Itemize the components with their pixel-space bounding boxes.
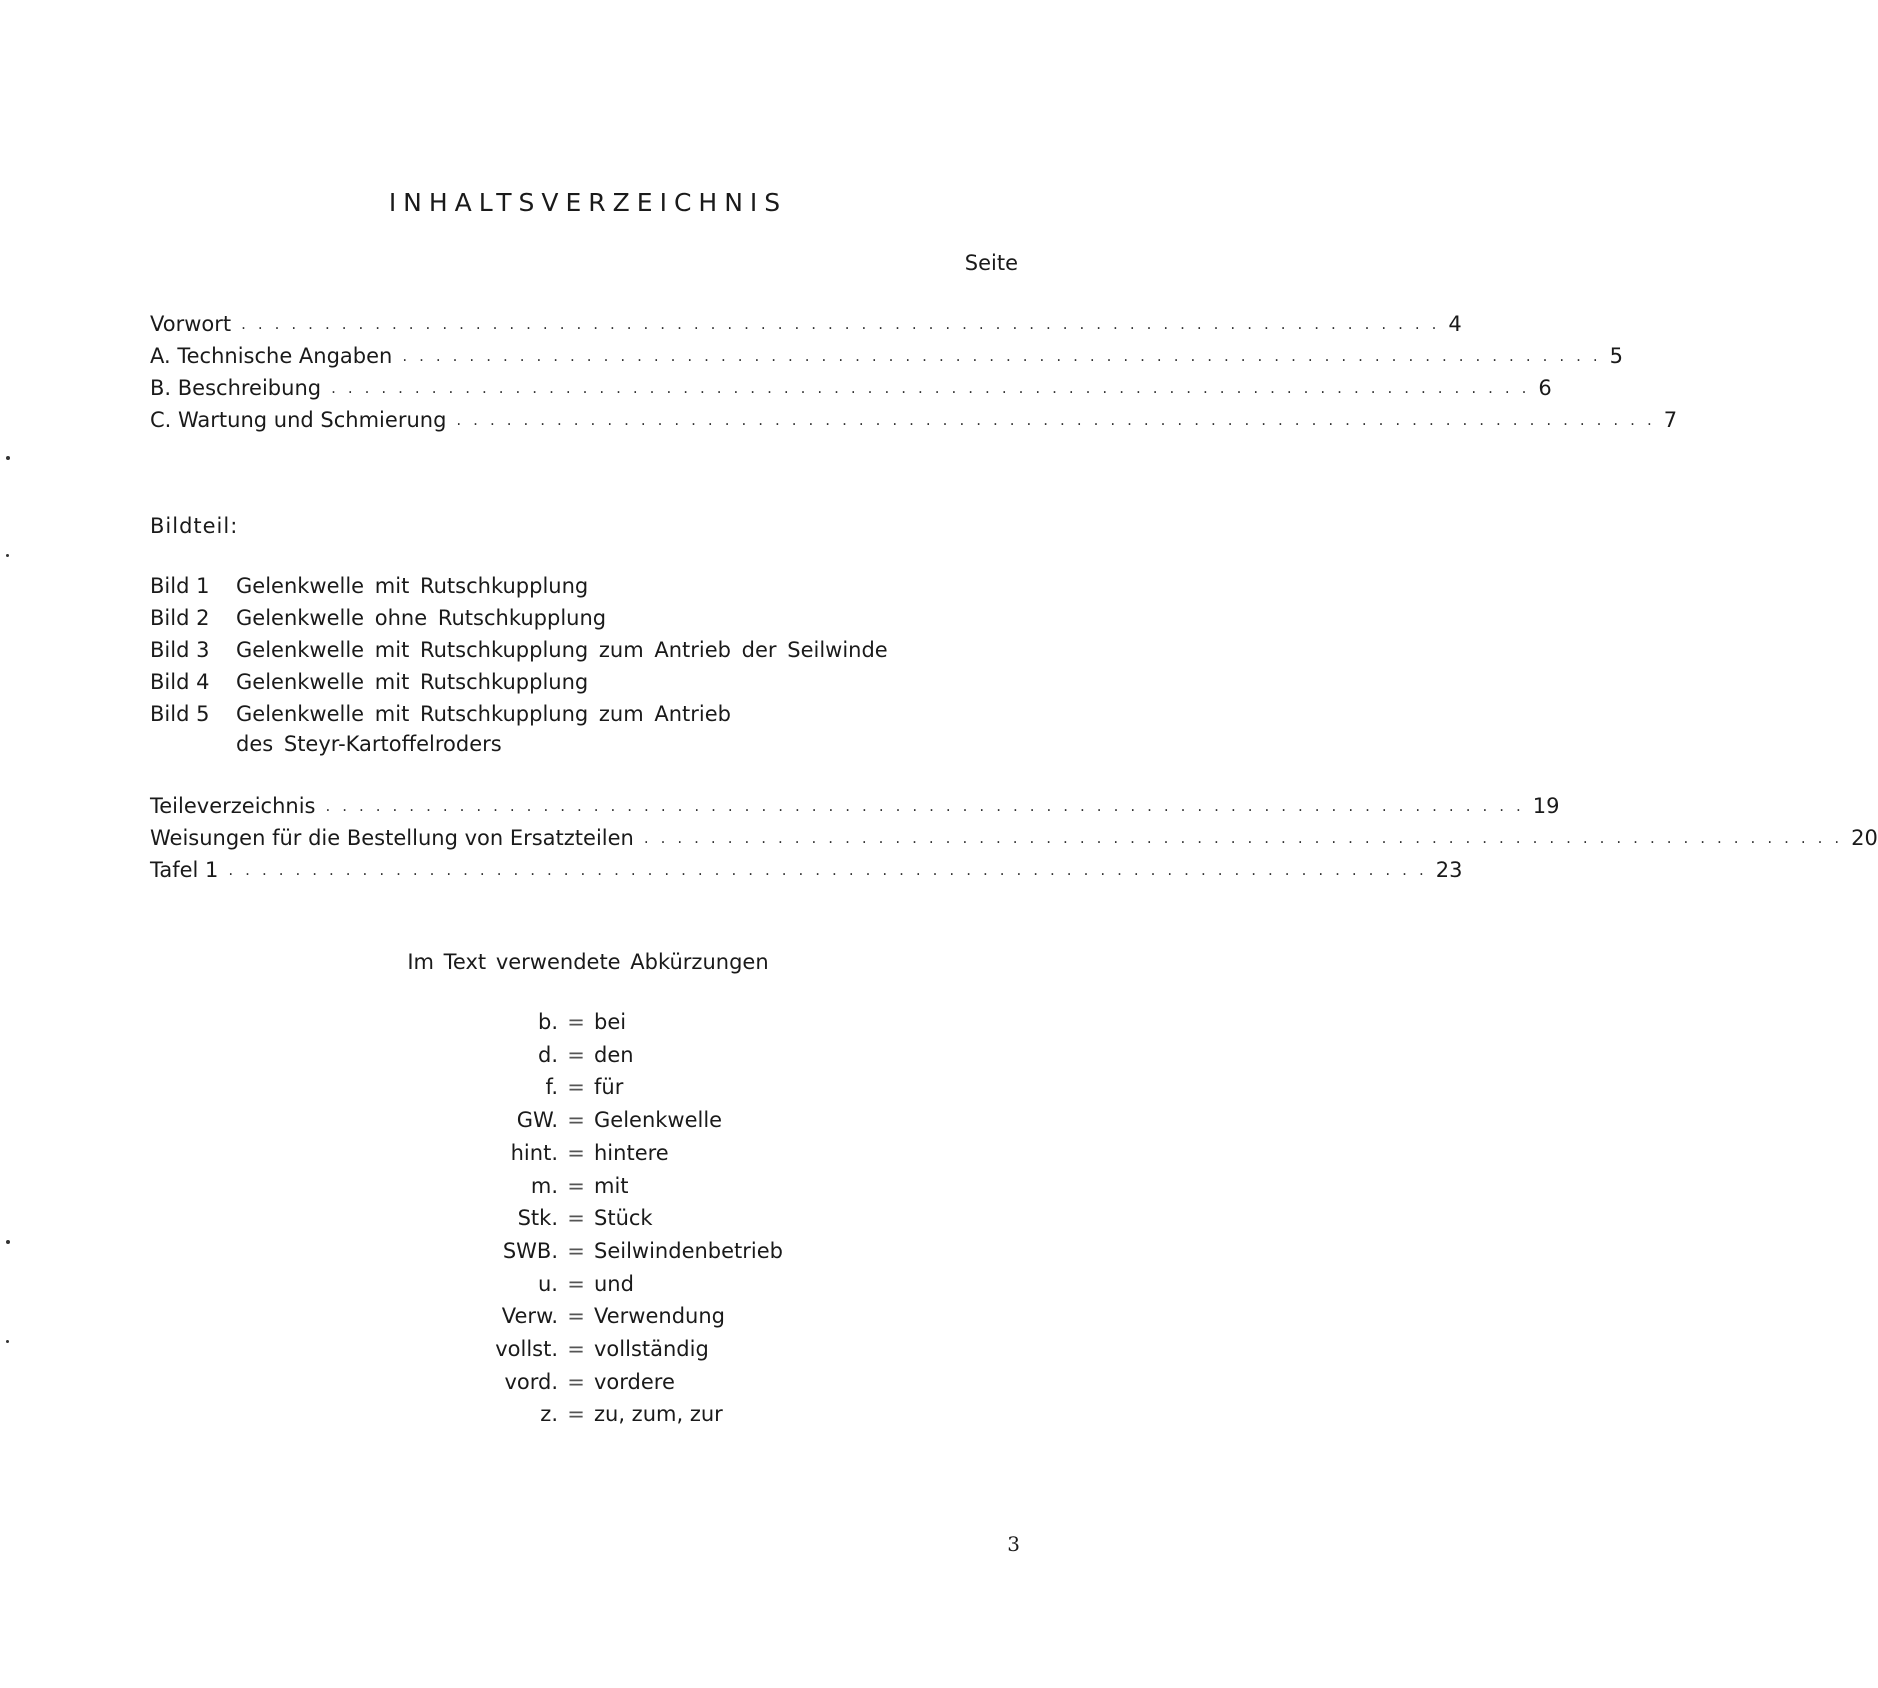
abbreviation-meaning: zu, zum, zur	[594, 1402, 723, 1426]
toc-entry-label: Tafel 1	[150, 856, 228, 884]
abbreviation-meaning: Seilwindenbetrieb	[594, 1239, 783, 1263]
toc-leader-dots: ........................................................................	[643, 829, 1852, 847]
equals-sign: =	[567, 1043, 585, 1067]
equals-sign: =	[567, 1337, 585, 1361]
abbreviation-meaning: Verwendung	[594, 1304, 725, 1328]
bild-number: Bild 1	[150, 574, 210, 598]
abbreviation: b.	[537, 1010, 558, 1034]
abbreviation: vord.	[504, 1370, 558, 1394]
abbreviation: d.	[537, 1043, 558, 1067]
abbreviation: Stk.	[517, 1206, 558, 1230]
abbreviation-row	[380, 1400, 880, 1432]
bild-caption: Gelenkwelle mit Rutschkupplung zum Antrieb	[236, 702, 732, 726]
equals-sign: =	[567, 1402, 585, 1426]
abbreviation: GW.	[516, 1108, 558, 1132]
toc-entry-page: 6	[1538, 376, 1552, 400]
toc-entry-label: Vorwort	[150, 310, 241, 338]
abbreviation-meaning: für	[594, 1075, 624, 1099]
bild-entry	[150, 700, 956, 728]
toc-leader-dots: ........................................................................	[402, 347, 1610, 365]
abbreviation-row	[380, 1335, 880, 1367]
equals-sign: =	[567, 1141, 585, 1165]
equals-sign: =	[567, 1174, 585, 1198]
page-column-label: Seite	[964, 251, 1018, 275]
scan-speck	[6, 456, 10, 460]
page-title: INHALTSVERZEICHNIS	[388, 188, 788, 217]
equals-sign: =	[567, 1272, 585, 1296]
abbreviation: vollst.	[495, 1337, 558, 1361]
equals-sign: =	[567, 1304, 585, 1328]
toc-entry-page: 4	[1448, 312, 1462, 336]
equals-sign: =	[567, 1075, 585, 1099]
bildteil-heading: Bildteil:	[150, 514, 239, 538]
abbreviation-row	[380, 1368, 880, 1400]
abbreviation-row	[380, 1270, 880, 1302]
toc-leader-dots: ........................................................................	[331, 379, 1539, 397]
abbreviation-row	[380, 1172, 880, 1204]
bild-caption-continuation: des Steyr-Kartoffelroders	[236, 732, 502, 756]
toc-entry-page: 5	[1609, 344, 1624, 368]
toc-entry-page: 7	[1663, 408, 1678, 432]
abbreviation-row	[380, 1073, 880, 1105]
bild-caption: Gelenkwelle mit Rutschkupplung	[236, 670, 589, 694]
toc-entry[interactable]	[150, 370, 1552, 402]
abbreviation: m.	[530, 1174, 558, 1198]
abbreviation-row	[380, 1106, 880, 1138]
toc-entry-label: A. Technische Angaben	[150, 342, 402, 370]
toc-entry-label: B. Beschreibung	[150, 374, 331, 402]
toc-entry-page: 19	[1532, 794, 1560, 818]
toc-entry[interactable]	[150, 852, 1463, 884]
abbreviation-meaning: hintere	[594, 1141, 669, 1165]
abbreviation-meaning: bei	[594, 1010, 627, 1034]
abbreviation-meaning: Gelenkwelle	[594, 1108, 723, 1132]
abbreviation-row	[380, 1139, 880, 1171]
bild-entry	[150, 668, 956, 696]
equals-sign: =	[567, 1370, 585, 1394]
equals-sign: =	[567, 1010, 585, 1034]
abbreviation: z.	[540, 1402, 558, 1426]
abbreviation: hint.	[510, 1141, 558, 1165]
toc-entry-page: 20	[1851, 826, 1878, 850]
toc-entry-label: Teileverzeichnis	[150, 792, 325, 820]
abbreviation-meaning: und	[594, 1272, 634, 1296]
toc-entry-page: 23	[1435, 858, 1463, 882]
bild-number: Bild 2	[150, 606, 210, 630]
toc-leader-dots: ........................................................................	[228, 861, 1436, 879]
abbreviations-heading: Im Text verwendete Abkürzungen	[407, 950, 769, 974]
bild-number: Bild 5	[150, 702, 210, 726]
toc-entry[interactable]	[150, 788, 1560, 820]
bild-entry	[150, 636, 956, 664]
toc-entry-label: Weisungen für die Bestellung von Ersatzteilen	[150, 824, 644, 852]
bild-number: Bild 3	[150, 638, 210, 662]
toc-entry-label: C. Wartung und Schmierung	[150, 406, 456, 434]
toc-entry[interactable]	[150, 338, 1624, 370]
bild-entry	[150, 604, 956, 632]
abbreviation-row	[380, 1008, 880, 1040]
abbreviation-meaning: vollständig	[594, 1337, 709, 1361]
abbreviation-row	[380, 1302, 880, 1334]
abbreviation: f.	[545, 1075, 558, 1099]
toc-entry[interactable]	[150, 306, 1462, 338]
bild-caption: Gelenkwelle mit Rutschkupplung zum Antrieb der Seilwinde	[236, 638, 888, 662]
abbreviation-row	[380, 1237, 880, 1269]
abbreviation: SWB.	[502, 1239, 558, 1263]
equals-sign: =	[567, 1108, 585, 1132]
equals-sign: =	[567, 1206, 585, 1230]
toc-leader-dots: ........................................................................	[241, 315, 1449, 333]
scan-speck	[6, 1340, 9, 1343]
equals-sign: =	[567, 1239, 585, 1263]
toc-leader-dots: ........................................................................	[325, 797, 1533, 815]
bild-entry-continuation	[150, 730, 956, 758]
abbreviation: u.	[538, 1272, 558, 1296]
abbreviation-row	[380, 1204, 880, 1236]
toc-entry[interactable]	[150, 402, 1678, 434]
scan-speck	[6, 1240, 10, 1244]
toc-entry[interactable]	[150, 820, 1878, 852]
abbreviation-row	[380, 1041, 880, 1073]
abbreviation: Verw.	[501, 1304, 558, 1328]
bild-caption: Gelenkwelle mit Rutschkupplung	[236, 574, 589, 598]
abbreviation-meaning: den	[594, 1043, 634, 1067]
toc-leader-dots: ........................................................................	[456, 411, 1664, 429]
bild-caption: Gelenkwelle ohne Rutschkupplung	[236, 606, 607, 630]
abbreviation-meaning: vordere	[594, 1370, 675, 1394]
scan-speck	[6, 554, 9, 557]
bild-entry	[150, 572, 956, 600]
abbreviation-meaning: mit	[594, 1174, 629, 1198]
bild-number: Bild 4	[150, 670, 210, 694]
abbreviation-meaning: Stück	[594, 1206, 653, 1230]
page-number: 3	[1007, 1532, 1020, 1556]
